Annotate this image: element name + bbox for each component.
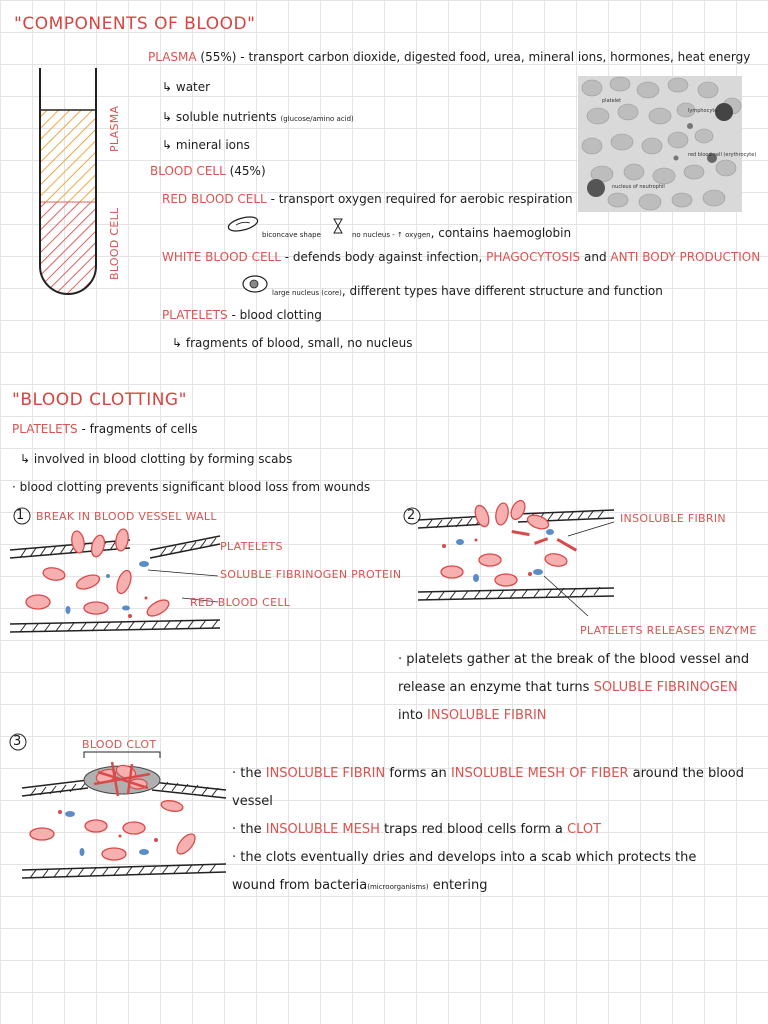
step2-label-fibrin: INSOLUBLE FIBRIN <box>620 512 726 525</box>
plasma-heading: PLASMA <box>148 50 197 64</box>
step2-explanation <box>398 646 758 730</box>
step3-clot-label: BLOOD CLOT <box>82 738 157 751</box>
step1-title: BREAK IN BLOOD VESSEL WALL <box>36 510 217 523</box>
wbc-phagocytosis: PHAGOCYTOSIS <box>486 250 581 264</box>
step3-number: 3 <box>13 734 22 749</box>
step1-vessel-diagram <box>10 520 230 650</box>
step1-number: 1 <box>16 508 25 523</box>
tube-label-plasma: PLASMA <box>108 105 121 152</box>
clotting-platelets-line <box>12 422 197 436</box>
blood-clot-cluster <box>84 762 160 796</box>
step3-explanation <box>232 760 762 901</box>
step2-text-a: · platelets gather at the break of the blood vessel and <box>398 652 750 667</box>
clotting-platelets-desc: - fragments of cells <box>81 422 198 436</box>
plasma-item-water: ↳ water <box>162 80 211 94</box>
clotting-prevents: · blood clotting prevents significant blood loss from wounds <box>12 480 371 494</box>
step2-text-insoluble: INSOLUBLE FIBRIN <box>427 708 547 723</box>
clotting-title: "BLOOD CLOTTING" <box>12 390 187 410</box>
rbc-shape-note: biconcave shape <box>262 231 321 239</box>
rbc-line <box>162 192 573 206</box>
blood-cell-heading: BLOOD CELL <box>150 164 226 178</box>
step3-line-3: · the INSOLUBLE MESH traps red blood cells form a CLOT <box>232 822 602 837</box>
step3-line-1: · the INSOLUBLE FIBRIN forms an INSOLUBLE MESH OF FIBER around the blood <box>232 766 744 781</box>
platelets-detail: ↳ fragments of blood, small, no nucleus <box>172 336 413 350</box>
step2-text-d-line: into INSOLUBLE FIBRIN <box>398 708 547 723</box>
wbc-extra: , different types have different structure and function <box>341 284 663 298</box>
blood-cell-percent: (45%) <box>229 164 266 178</box>
micrograph-label-rbc: red blood cell (erythrocyte) <box>688 152 757 158</box>
micrograph-label-neutrophil: nucleus of neutrophil <box>612 184 665 190</box>
platelets-description: - blood clotting <box>231 308 322 322</box>
step2-number: 2 <box>407 508 416 523</box>
blood-smear-micrograph <box>578 76 742 212</box>
step3-line-4: · the clots eventually dries and develops into a scab which protects the <box>232 850 697 865</box>
step2-vessel-diagram <box>418 496 618 616</box>
wbc-nucleus-note: large nucleus (core) <box>272 289 342 297</box>
rbc-description: - transport oxygen required for aerobic respiration <box>270 192 573 206</box>
step1-label-fibrinogen: SOLUBLE FIBRINOGEN PROTEIN <box>220 568 402 581</box>
biconcave-cell-icon <box>226 214 260 234</box>
tube-label-blood-cell: BLOOD CELL <box>108 207 121 280</box>
plasma-description: - transport carbon dioxide, digested food, urea, mineral ions, hormones, heat energy <box>240 50 751 64</box>
step3-line-5: wound from bacteria(microorganisms) entering <box>232 878 488 893</box>
step2-text-soluble: SOLUBLE FIBRINOGEN <box>593 680 738 695</box>
wbc-heading: WHITE BLOOD CELL <box>162 250 281 264</box>
step3-line-2: vessel <box>232 794 273 809</box>
step1-label-rbc: RED BLOOD CELL <box>190 596 291 609</box>
wbc-details <box>272 280 663 299</box>
rbc-heading: RED BLOOD CELL <box>162 192 267 206</box>
platelets-line <box>162 308 322 322</box>
components-title: "COMPONENTS OF BLOOD" <box>14 14 256 34</box>
hourglass-cell-icon <box>333 218 343 234</box>
white-cell-icon <box>242 274 268 294</box>
plasma-item-mineral: ↳ mineral ions <box>162 138 250 152</box>
clotting-involved: ↳ involved in blood clotting by forming scabs <box>20 452 293 466</box>
rbc-nucleus-note: no nucleus - ↑ oxygen <box>352 231 431 239</box>
wbc-and: and <box>583 250 607 264</box>
step2-text-b-line: release an enzyme that turns SOLUBLE FIBRINOGEN <box>398 680 738 695</box>
plasma-percent: (55%) <box>200 50 237 64</box>
plasma-item-nutrients: ↳ soluble nutrients (glucose/amino acid) <box>162 110 354 124</box>
rbc-extra: , contains haemoglobin <box>430 226 572 240</box>
wbc-line <box>162 250 760 264</box>
wbc-antibody: ANTI BODY PRODUCTION <box>610 250 761 264</box>
plasma-line <box>148 50 750 64</box>
micrograph-label-platelet: platelet <box>602 98 622 104</box>
platelets-heading: PLATELETS <box>162 308 228 322</box>
clotting-platelets-heading: PLATELETS <box>12 422 78 436</box>
wbc-description: - defends body against infection, <box>284 250 483 264</box>
micrograph-label-lymphocyte: lymphocyte <box>688 108 718 114</box>
step1-label-platelets: PLATELETS <box>220 540 283 553</box>
rbc-details <box>262 222 571 241</box>
step2-label-enzyme: PLATELETS RELEASES ENZYME <box>580 624 757 637</box>
step3-vessel-diagram <box>22 752 232 892</box>
blood-cell-line <box>150 164 266 178</box>
test-tube-diagram <box>36 64 100 326</box>
